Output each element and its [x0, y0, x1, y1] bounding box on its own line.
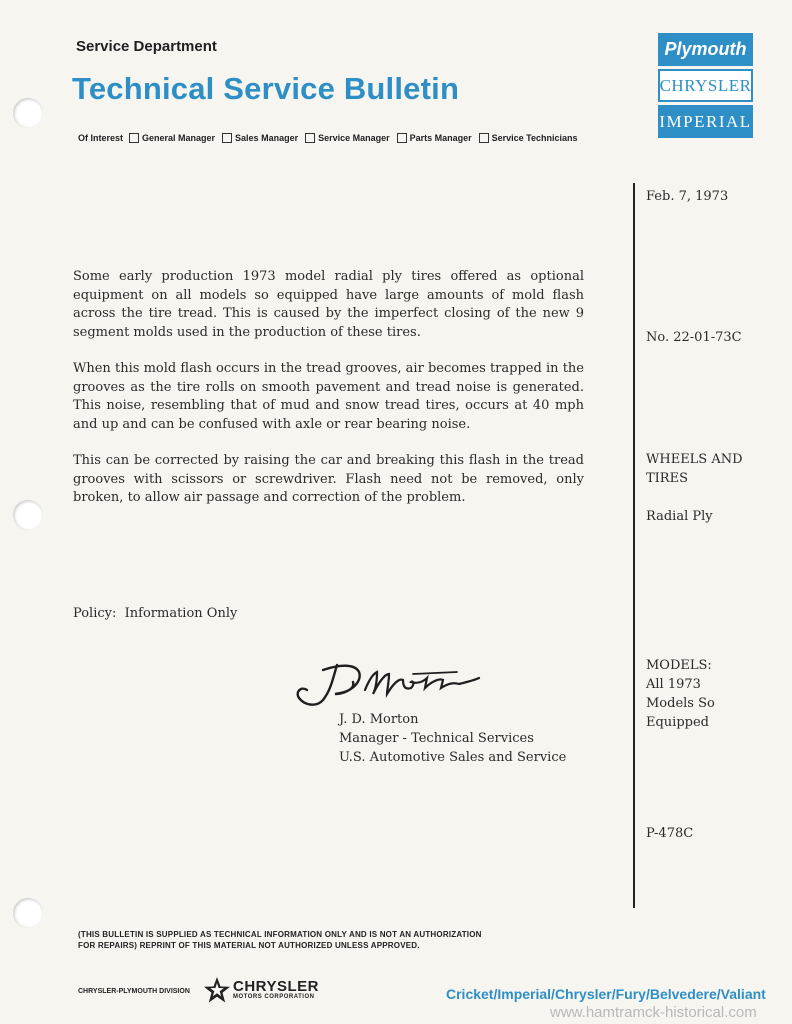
bulletin-body	[73, 268, 584, 526]
category-line: TIRES	[646, 471, 688, 486]
bulletin-models	[646, 656, 715, 732]
interest-option-general-manager	[129, 133, 215, 143]
interest-option-label: Service Manager	[318, 133, 390, 143]
interest-option-service-manager	[305, 133, 390, 143]
interest-option-label: Service Technicians	[491, 133, 578, 143]
interest-option-label: Parts Manager	[409, 133, 472, 143]
handwritten-signature	[293, 660, 483, 714]
models-line: All 1973	[646, 677, 701, 692]
punch-hole	[13, 98, 43, 128]
models-label: MODELS:	[646, 658, 712, 673]
department-label: Service Department	[76, 38, 217, 55]
bulletin-category	[646, 450, 743, 488]
interest-option-sales-manager	[222, 133, 298, 143]
interest-option-label: General Manager	[142, 133, 216, 143]
disclaimer-line: FOR REPAIRS) REPRINT OF THIS MATERIAL NOT AUTHORIZED UNLESS APPROVED.	[78, 941, 420, 950]
footer-disclaimer	[78, 929, 482, 951]
punch-hole	[13, 898, 43, 928]
pentastar-icon	[203, 976, 231, 1008]
body-paragraph: When this mold flash occurs in the tread grooves, air becomes trapped in the grooves as the tire rolls on smooth pavement and tread noise is generated. This noise, resembling that of mud and snow tread tires, occurs at 40 mph and up and can be confused with axle or rear bearing noise.	[73, 361, 584, 432]
brand-imperial: IMPERIAL	[658, 105, 753, 138]
checkbox-icon	[222, 133, 232, 143]
sidebar-divider	[633, 183, 635, 908]
site-watermark: www.hamtramck-historical.com	[550, 1004, 757, 1021]
body-paragraph: This can be corrected by raising the car and breaking this flash in the tread grooves with scissors or screwdriver. Flash need not be removed, only broken, to allow air passage and correction of the problem.	[73, 453, 584, 505]
brand-chrysler: CHRYSLER	[658, 69, 753, 102]
interest-option-service-technicians	[479, 133, 578, 143]
interest-label: Of Interest	[78, 133, 124, 143]
brand-plymouth: Plymouth	[658, 33, 753, 66]
models-line: Equipped	[646, 715, 710, 730]
category-line: WHEELS AND	[646, 452, 743, 467]
corp-name: CHRYSLER	[233, 978, 319, 995]
division-label: CHRYSLER-PLYMOUTH DIVISION	[78, 988, 190, 995]
checkbox-icon	[129, 133, 139, 143]
bulletin-title: Technical Service Bulletin	[72, 71, 460, 106]
bulletin-subcategory: Radial Ply	[646, 509, 713, 524]
punch-hole	[13, 500, 43, 530]
signer-title: Manager - Technical Services	[339, 731, 534, 746]
models-line: Models So	[646, 696, 715, 711]
interest-option-parts-manager	[397, 133, 472, 143]
chrysler-corp-logo	[233, 980, 319, 1000]
signer-org: U.S. Automotive Sales and Service	[339, 750, 567, 765]
checkbox-icon	[479, 133, 489, 143]
form-number: P-478C	[646, 826, 694, 841]
policy-line: Policy: Information Only	[73, 606, 238, 621]
interest-option-label: Sales Manager	[235, 133, 299, 143]
checkbox-icon	[397, 133, 407, 143]
footer-models: Cricket/Imperial/Chrysler/Fury/Belvedere/Valiant	[446, 986, 766, 1002]
checkbox-icon	[305, 133, 315, 143]
bulletin-date: Feb. 7, 1973	[646, 189, 729, 204]
signature-block	[339, 710, 566, 767]
brand-logo-stack	[658, 33, 753, 141]
body-paragraph: Some early production 1973 model radial ply tires offered as optional equipment on all models so equipped have large amounts of mold flash across the tire tread. This is caused by the imperfect closing of the new 9 segment molds used in the production of these tires.	[73, 269, 584, 340]
signer-name: J. D. Morton	[339, 712, 419, 727]
disclaimer-line: (THIS BULLETIN IS SUPPLIED AS TECHNICAL INFORMATION ONLY AND IS NOT AN AUTHORIZATION	[78, 930, 482, 939]
corp-subtitle: MOTORS CORPORATION	[233, 994, 315, 1000]
bulletin-number: No. 22-01-73C	[646, 330, 742, 345]
interest-row	[78, 133, 585, 143]
